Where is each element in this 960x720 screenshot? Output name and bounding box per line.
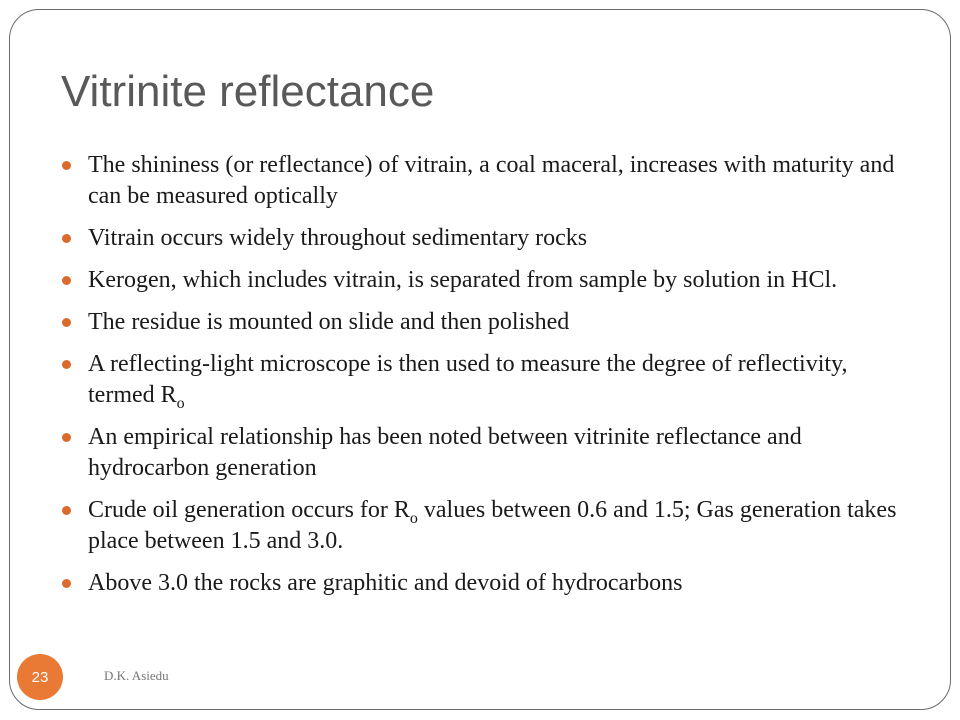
bullet-text: The shininess (or reflectance) of vitrain, a coal maceral, increases with maturity and can be measured optically <box>88 152 895 209</box>
bullet-list <box>60 150 910 610</box>
bullet-item <box>60 223 910 254</box>
subscript-o: o <box>409 510 418 527</box>
bullet-dot-icon <box>62 506 71 515</box>
subscript-o: o <box>176 395 185 412</box>
bullet-dot-icon <box>62 161 71 170</box>
bullet-dot-icon <box>62 433 71 442</box>
bullet-item <box>60 150 910 212</box>
bullet-text: Vitrain occurs widely throughout sedimentary rocks <box>88 225 588 251</box>
bullet-dot-icon <box>62 234 71 243</box>
bullet-text-pre: Crude oil generation occurs for R <box>88 497 410 523</box>
bullet-dot-icon <box>62 579 71 588</box>
bullet-text: The residue is mounted on slide and then polished <box>88 309 570 335</box>
bullet-dot-icon <box>62 276 71 285</box>
bullet-dot-icon <box>62 318 71 327</box>
slide-title: Vitrinite reflectance <box>61 67 435 116</box>
bullet-text-post: values between 0.6 and 1.5; Gas generation takes place between 1.5 and 3.0. <box>88 497 897 554</box>
bullet-item <box>60 307 910 338</box>
bullet-item <box>60 495 910 557</box>
bullet-text: An empirical relationship has been noted between vitrinite reflectance and hydrocarbon generation <box>88 424 802 481</box>
bullet-text-pre: A reflecting-light microscope is then used to measure the degree of reflectivity, termed R <box>88 351 848 408</box>
page-number-badge: 23 <box>17 654 63 700</box>
footer-author: D.K. Asiedu <box>104 668 169 683</box>
bullet-dot-icon <box>62 360 71 369</box>
bullet-item <box>60 422 910 484</box>
bullet-item <box>60 349 910 411</box>
bullet-item <box>60 265 910 296</box>
bullet-item <box>60 568 910 599</box>
bullet-text: Kerogen, which includes vitrain, is separated from sample by solution in HCl. <box>88 267 838 293</box>
bullet-text: Above 3.0 the rocks are graphitic and devoid of hydrocarbons <box>88 570 683 596</box>
